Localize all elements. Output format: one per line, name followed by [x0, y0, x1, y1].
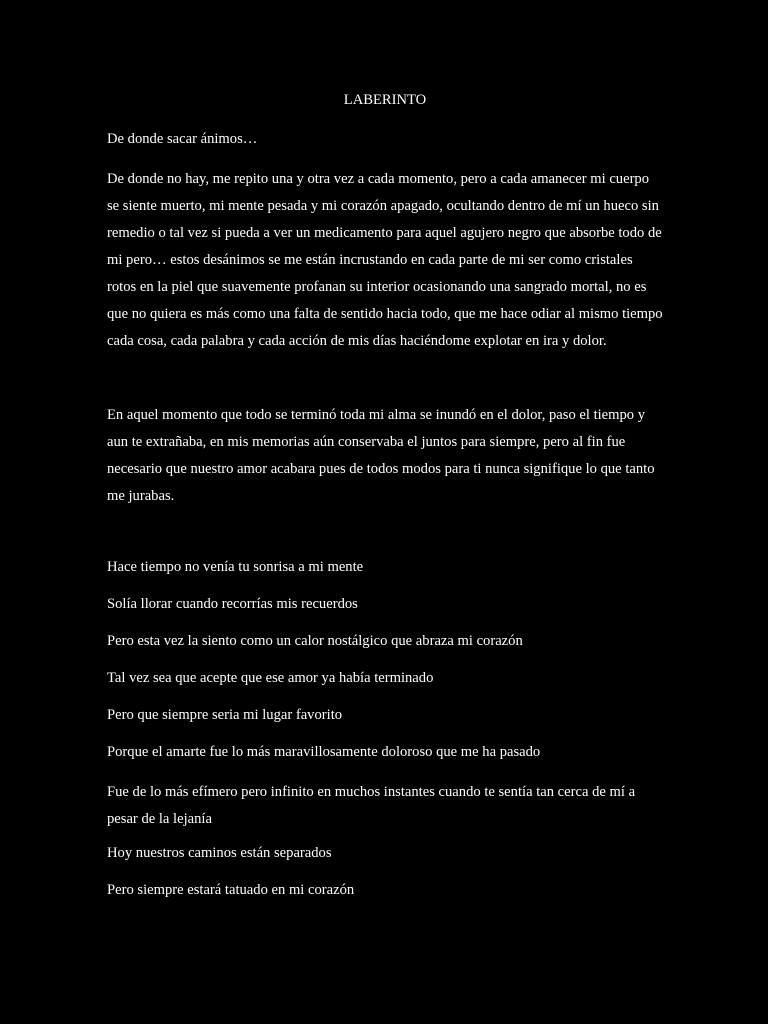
paragraph-gap — [107, 520, 663, 557]
verse-line: Hace tiempo no venía tu sonrisa a mi mente — [107, 559, 364, 575]
document-page — [107, 90, 663, 917]
intro-line: De donde sacar ánimos… — [107, 131, 258, 147]
verse-line: Pero esta vez la siento como un calor nostálgico que abraza mi corazón — [107, 633, 523, 649]
verse-line: Pero siempre estará tatuado en mi corazón — [107, 882, 355, 898]
verse-line: Porque el amarte fue lo más maravillosamente doloroso que me ha pasado — [107, 744, 541, 760]
document-title: LABERINTO — [343, 92, 427, 108]
paragraph-1: De donde no hay, me repito una y otra vez a cada momento, pero a cada amanecer mi cuerpo se siente muerto, mi mente pesada y mi corazón apagado, ocultando dentro de mí un hueco sin remedio o tal vez si pueda a ver un medicamento para aquel agujero negro que absorbe todo de mi pero… estos desánimos se me están incrustando en cada parte de mi ser como cristales rotos en la piel que suavemente profanan su interior ocasionando una sangrado mortal, no es que no quiera es más como una falta de sentido hacia todo, que me hace odiar al mismo tiempo cada cosa, cada palabra y cada acción de mis días haciéndome explotar en ira y dolor. — [107, 171, 663, 349]
verse-line: Hoy nuestros caminos están separados — [107, 845, 332, 861]
verse-line: Pero que siempre seria mi lugar favorito — [107, 707, 343, 723]
paragraph-gap — [107, 365, 663, 402]
verse-line: Solía llorar cuando recorrías mis recuerdos — [107, 596, 358, 612]
verse-line: Fue de lo más efímero pero infinito en muchos instantes cuando te sentía tan cerca de mí a pesar de la lejanía — [107, 784, 636, 827]
verse-line: Tal vez sea que acepte que ese amor ya había terminado — [107, 670, 434, 686]
paragraph-2: En aquel momento que todo se terminó toda mi alma se inundó en el dolor, paso el tiempo y aun te extrañaba, en mis memorias aún conservaba el juntos para siempre, pero al fin fue necesario que nuestro amor acabara pues de todos modos para ti nunca signifique lo que tanto me jurabas. — [107, 407, 655, 504]
